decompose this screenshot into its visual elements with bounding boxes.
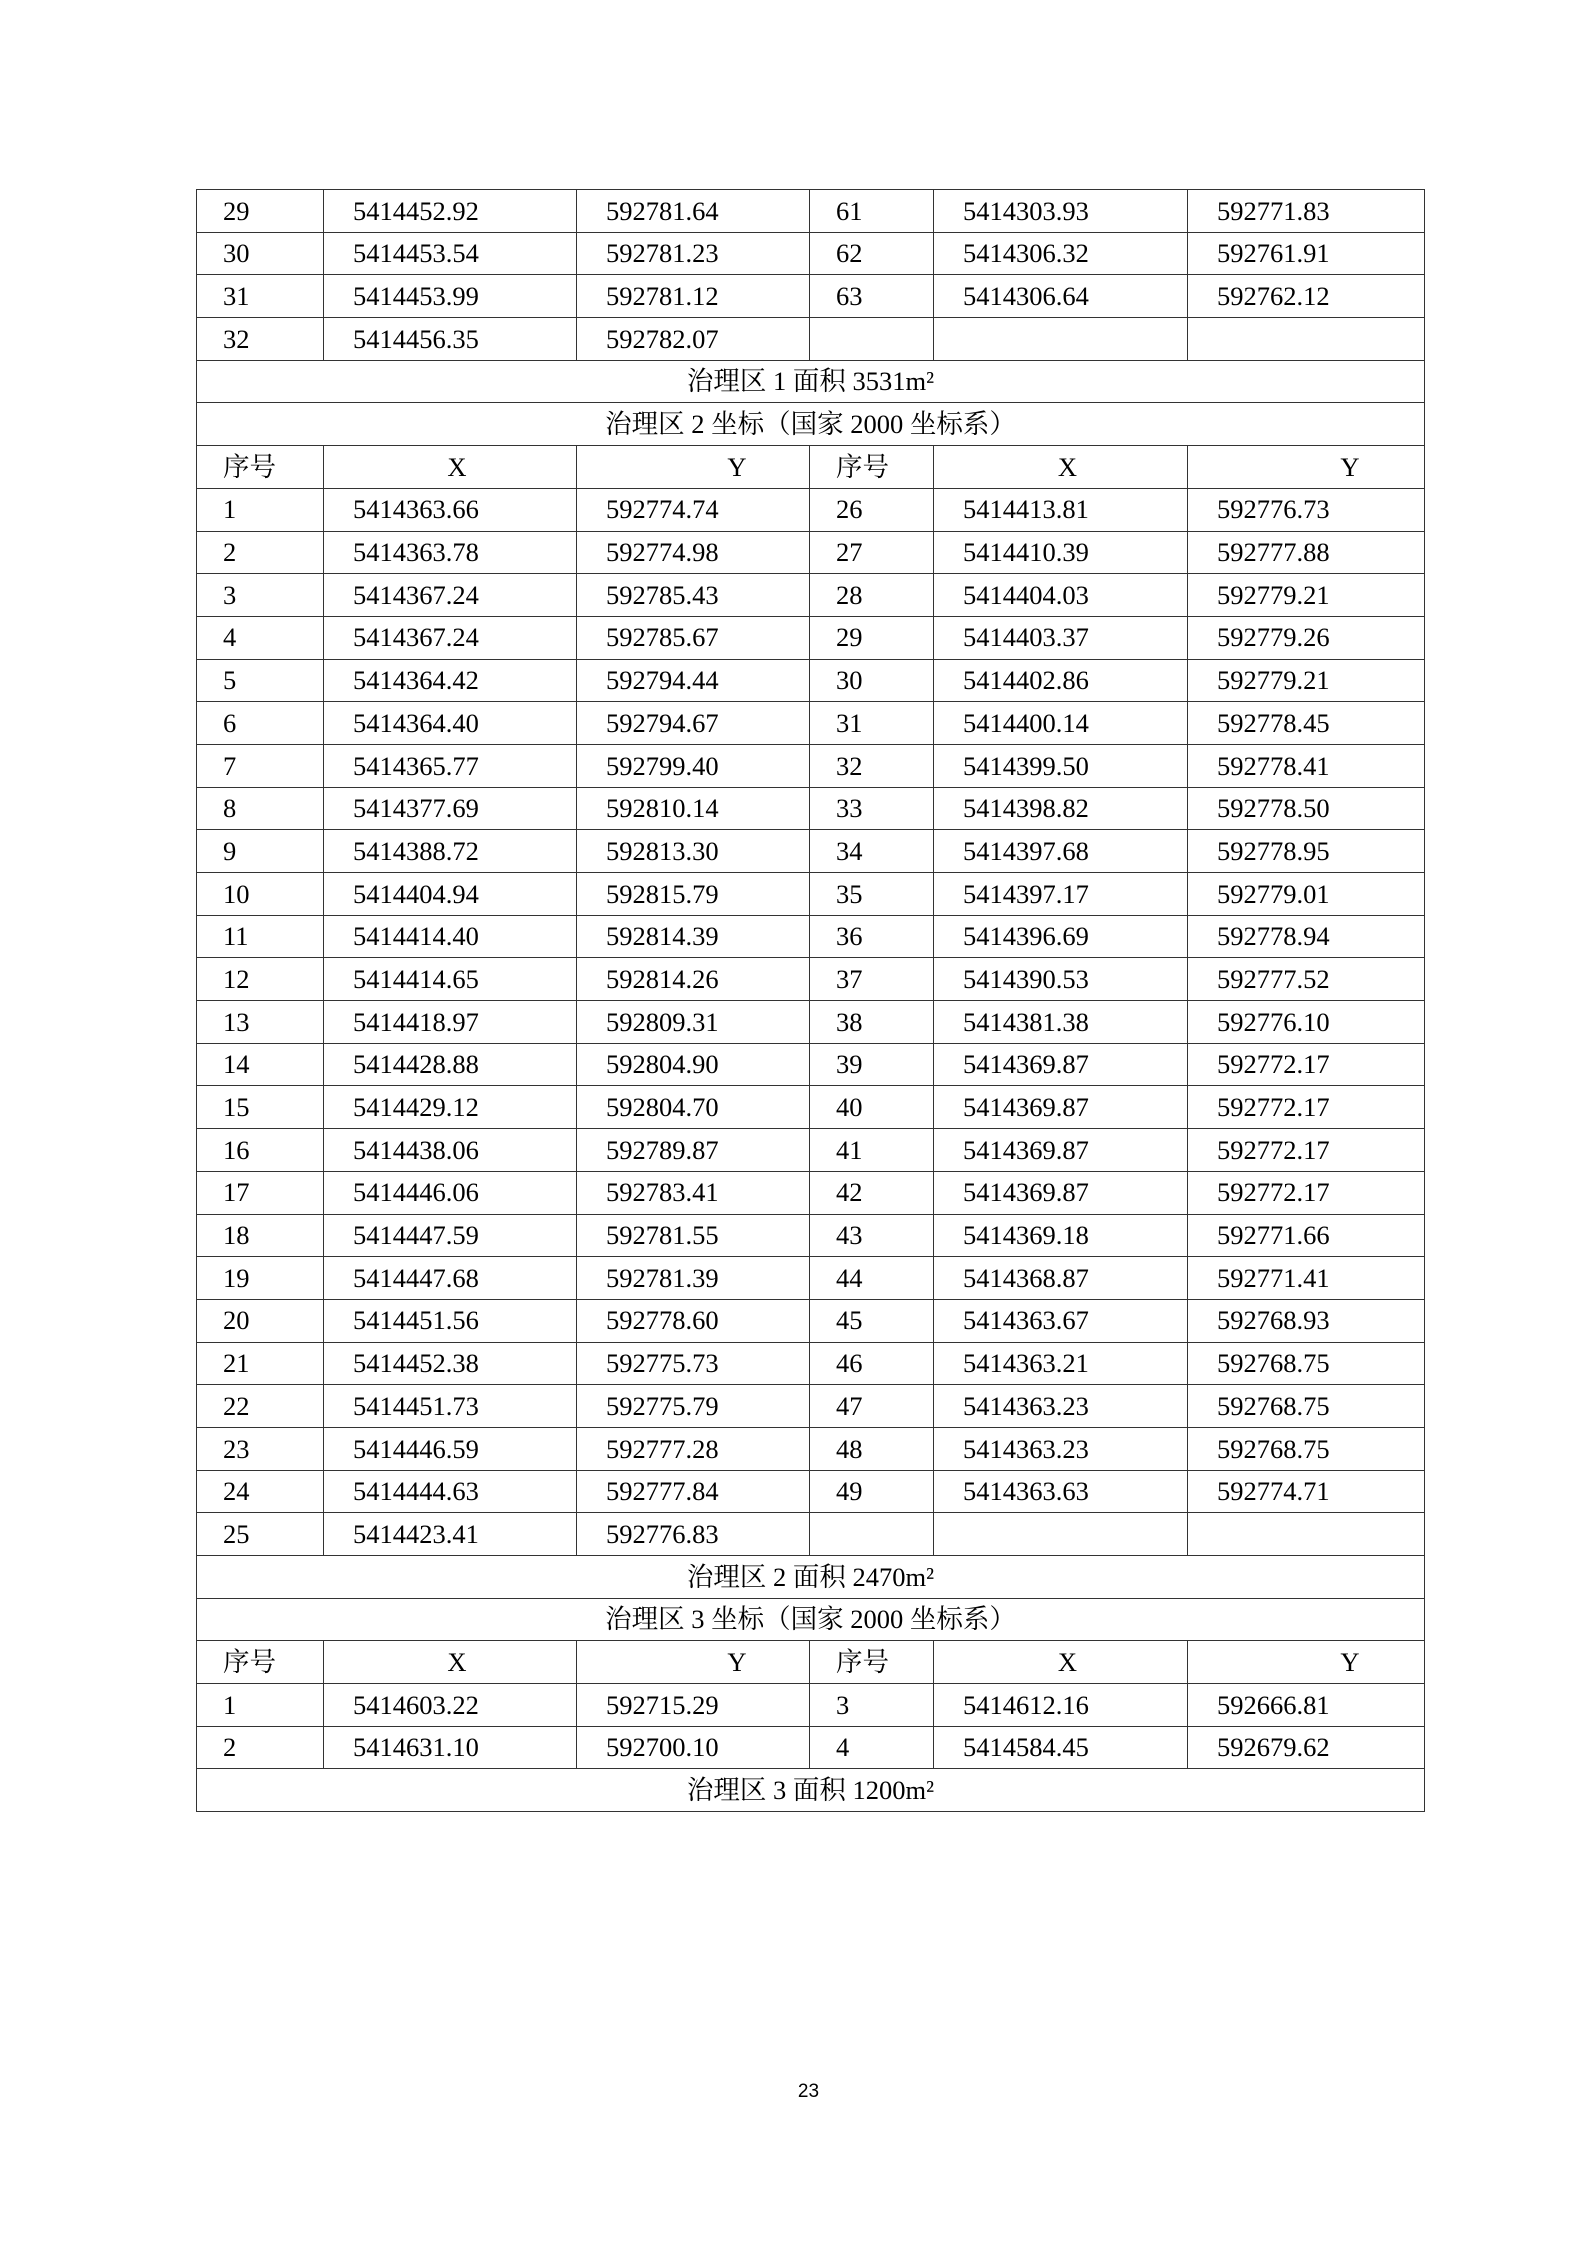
y-cell: 592700.10 — [577, 1726, 810, 1769]
seq-cell: 29 — [810, 616, 934, 659]
zone2-row — [197, 702, 1425, 745]
y-cell: 592783.41 — [577, 1171, 810, 1214]
x-cell: 5414369.87 — [934, 1129, 1188, 1172]
x-cell: 5414612.16 — [934, 1684, 1188, 1727]
zone2-row — [197, 616, 1425, 659]
x-cell: 5414365.77 — [324, 744, 577, 787]
y-cell: 592774.71 — [1188, 1470, 1425, 1513]
x-cell: 5414306.64 — [934, 275, 1188, 318]
seq-cell: 29 — [197, 190, 324, 233]
y-cell: 592781.23 — [577, 232, 810, 275]
x-header: X — [934, 446, 1188, 489]
x-cell: 5414452.38 — [324, 1342, 577, 1385]
zone2-row — [197, 488, 1425, 531]
y-cell: 592814.26 — [577, 958, 810, 1001]
seq-cell: 6 — [197, 702, 324, 745]
x-cell: 5414388.72 — [324, 830, 577, 873]
zone2-row — [197, 1427, 1425, 1470]
y-cell: 592779.26 — [1188, 616, 1425, 659]
x-header: X — [934, 1641, 1188, 1684]
seq-cell: 38 — [810, 1001, 934, 1044]
zone2-row — [197, 1043, 1425, 1086]
zone2-row — [197, 1257, 1425, 1300]
y-cell: 592768.93 — [1188, 1299, 1425, 1342]
x-cell: 5414446.06 — [324, 1171, 577, 1214]
x-cell: 5414446.59 — [324, 1427, 577, 1470]
x-cell: 5414364.40 — [324, 702, 577, 745]
y-cell: 592779.21 — [1188, 574, 1425, 617]
x-header: X — [324, 1641, 577, 1684]
zone3-title: 治理区 3 坐标（国家 2000 坐标系） — [197, 1598, 1425, 1641]
x-cell: 5414456.35 — [324, 318, 577, 361]
x-cell: 5414368.87 — [934, 1257, 1188, 1300]
seq-cell: 42 — [810, 1171, 934, 1214]
y-cell: 592782.07 — [577, 318, 810, 361]
y-cell: 592789.87 — [577, 1129, 810, 1172]
x-cell: 5414410.39 — [934, 531, 1188, 574]
y-cell: 592778.60 — [577, 1299, 810, 1342]
seq-cell: 61 — [810, 190, 934, 233]
seq-cell: 19 — [197, 1257, 324, 1300]
seq-cell: 4 — [810, 1726, 934, 1769]
seq-cell: 63 — [810, 275, 934, 318]
zone2-row — [197, 873, 1425, 916]
seq-cell: 47 — [810, 1385, 934, 1428]
y-cell: 592778.94 — [1188, 915, 1425, 958]
y-cell — [1188, 318, 1425, 361]
zone2-row — [197, 1470, 1425, 1513]
x-cell: 5414363.21 — [934, 1342, 1188, 1385]
zone2-row — [197, 1385, 1425, 1428]
seq-header: 序号 — [810, 1641, 934, 1684]
y-cell: 592771.66 — [1188, 1214, 1425, 1257]
seq-cell: 25 — [197, 1513, 324, 1556]
x-cell: 5414363.63 — [934, 1470, 1188, 1513]
seq-cell — [810, 318, 934, 361]
zone1-row — [197, 318, 1425, 361]
seq-cell: 40 — [810, 1086, 934, 1129]
x-cell: 5414363.23 — [934, 1427, 1188, 1470]
seq-cell: 22 — [197, 1385, 324, 1428]
seq-cell: 35 — [810, 873, 934, 916]
zone3-header-row — [197, 1641, 1425, 1684]
y-cell: 592776.73 — [1188, 488, 1425, 531]
zone2-row — [197, 958, 1425, 1001]
x-cell: 5414396.69 — [934, 915, 1188, 958]
x-cell: 5414369.18 — [934, 1214, 1188, 1257]
y-cell: 592781.12 — [577, 275, 810, 318]
x-cell: 5414447.59 — [324, 1214, 577, 1257]
seq-cell: 27 — [810, 531, 934, 574]
y-cell: 592771.41 — [1188, 1257, 1425, 1300]
x-cell — [934, 318, 1188, 361]
x-cell: 5414363.23 — [934, 1385, 1188, 1428]
y-cell: 592813.30 — [577, 830, 810, 873]
coordinate-table — [196, 189, 1425, 1812]
x-cell: 5414402.86 — [934, 659, 1188, 702]
zone1-row — [197, 232, 1425, 275]
zone1-row — [197, 275, 1425, 318]
y-cell: 592776.10 — [1188, 1001, 1425, 1044]
y-cell: 592778.50 — [1188, 787, 1425, 830]
y-cell: 592778.41 — [1188, 744, 1425, 787]
seq-cell: 36 — [810, 915, 934, 958]
seq-cell: 34 — [810, 830, 934, 873]
x-cell: 5414413.81 — [934, 488, 1188, 531]
x-cell: 5414429.12 — [324, 1086, 577, 1129]
y-cell: 592777.28 — [577, 1427, 810, 1470]
zone2-row — [197, 1299, 1425, 1342]
y-cell: 592768.75 — [1188, 1342, 1425, 1385]
zone2-header-row — [197, 446, 1425, 489]
seq-cell: 23 — [197, 1427, 324, 1470]
x-cell: 5414363.67 — [934, 1299, 1188, 1342]
zone3-row — [197, 1684, 1425, 1727]
zone2-row — [197, 574, 1425, 617]
seq-cell: 62 — [810, 232, 934, 275]
x-cell: 5414363.66 — [324, 488, 577, 531]
seq-cell: 14 — [197, 1043, 324, 1086]
x-cell: 5414451.73 — [324, 1385, 577, 1428]
seq-cell: 4 — [197, 616, 324, 659]
seq-cell: 48 — [810, 1427, 934, 1470]
seq-cell: 7 — [197, 744, 324, 787]
seq-cell: 10 — [197, 873, 324, 916]
x-cell: 5414397.17 — [934, 873, 1188, 916]
seq-cell: 20 — [197, 1299, 324, 1342]
zone1-row — [197, 190, 1425, 233]
x-cell: 5414452.92 — [324, 190, 577, 233]
x-cell: 5414453.99 — [324, 275, 577, 318]
seq-header: 序号 — [810, 446, 934, 489]
seq-cell: 2 — [197, 531, 324, 574]
x-cell: 5414399.50 — [934, 744, 1188, 787]
y-cell: 592777.84 — [577, 1470, 810, 1513]
y-cell: 592771.83 — [1188, 190, 1425, 233]
seq-cell: 13 — [197, 1001, 324, 1044]
x-cell — [934, 1513, 1188, 1556]
y-cell: 592768.75 — [1188, 1427, 1425, 1470]
zone3-area: 治理区 3 面积 1200m² — [197, 1769, 1425, 1812]
seq-cell: 26 — [810, 488, 934, 531]
x-header: X — [324, 446, 577, 489]
x-cell: 5414398.82 — [934, 787, 1188, 830]
x-cell: 5414418.97 — [324, 1001, 577, 1044]
seq-header: 序号 — [197, 1641, 324, 1684]
x-cell: 5414367.24 — [324, 616, 577, 659]
zone2-row — [197, 744, 1425, 787]
seq-cell: 31 — [197, 275, 324, 318]
x-cell: 5414447.68 — [324, 1257, 577, 1300]
y-cell: 592775.79 — [577, 1385, 810, 1428]
x-cell: 5414369.87 — [934, 1171, 1188, 1214]
zone2-row — [197, 1086, 1425, 1129]
zone2-row — [197, 915, 1425, 958]
seq-cell: 21 — [197, 1342, 324, 1385]
y-header: Y — [577, 446, 810, 489]
zone2-row — [197, 531, 1425, 574]
y-header: Y — [1188, 1641, 1425, 1684]
y-cell: 592814.39 — [577, 915, 810, 958]
seq-cell — [810, 1513, 934, 1556]
seq-cell: 31 — [810, 702, 934, 745]
zone2-row — [197, 1129, 1425, 1172]
y-cell: 592761.91 — [1188, 232, 1425, 275]
x-cell: 5414451.56 — [324, 1299, 577, 1342]
y-cell: 592778.95 — [1188, 830, 1425, 873]
seq-cell: 30 — [197, 232, 324, 275]
seq-cell: 24 — [197, 1470, 324, 1513]
seq-cell: 8 — [197, 787, 324, 830]
x-cell: 5414414.65 — [324, 958, 577, 1001]
x-cell: 5414390.53 — [934, 958, 1188, 1001]
zone2-row — [197, 830, 1425, 873]
y-cell: 592772.17 — [1188, 1129, 1425, 1172]
seq-cell: 37 — [810, 958, 934, 1001]
y-cell: 592762.12 — [1188, 275, 1425, 318]
x-cell: 5414397.68 — [934, 830, 1188, 873]
x-cell: 5414584.45 — [934, 1726, 1188, 1769]
zone2-area-row — [197, 1556, 1425, 1599]
seq-cell: 16 — [197, 1129, 324, 1172]
seq-cell: 49 — [810, 1470, 934, 1513]
y-cell: 592809.31 — [577, 1001, 810, 1044]
y-cell: 592785.43 — [577, 574, 810, 617]
zone2-row — [197, 1001, 1425, 1044]
page-number: 23 — [797, 2081, 820, 2102]
x-cell: 5414403.37 — [934, 616, 1188, 659]
seq-cell: 1 — [197, 488, 324, 531]
y-cell: 592781.64 — [577, 190, 810, 233]
y-header: Y — [577, 1641, 810, 1684]
seq-cell: 41 — [810, 1129, 934, 1172]
zone2-area: 治理区 2 面积 2470m² — [197, 1556, 1425, 1599]
y-cell: 592772.17 — [1188, 1086, 1425, 1129]
seq-cell: 11 — [197, 915, 324, 958]
x-cell: 5414603.22 — [324, 1684, 577, 1727]
x-cell: 5414423.41 — [324, 1513, 577, 1556]
seq-cell: 3 — [197, 574, 324, 617]
x-cell: 5414400.14 — [934, 702, 1188, 745]
y-header: Y — [1188, 446, 1425, 489]
x-cell: 5414404.03 — [934, 574, 1188, 617]
seq-cell: 43 — [810, 1214, 934, 1257]
seq-cell: 32 — [197, 318, 324, 361]
y-cell: 592781.39 — [577, 1257, 810, 1300]
seq-cell: 3 — [810, 1684, 934, 1727]
x-cell: 5414404.94 — [324, 873, 577, 916]
zone1-area-row — [197, 360, 1425, 403]
y-cell: 592794.67 — [577, 702, 810, 745]
zone2-title: 治理区 2 坐标（国家 2000 坐标系） — [197, 403, 1425, 446]
seq-cell: 18 — [197, 1214, 324, 1257]
y-cell: 592775.73 — [577, 1342, 810, 1385]
y-cell: 592774.74 — [577, 488, 810, 531]
zone2-title-row — [197, 403, 1425, 446]
x-cell: 5414363.78 — [324, 531, 577, 574]
seq-cell: 46 — [810, 1342, 934, 1385]
seq-cell: 5 — [197, 659, 324, 702]
y-cell: 592679.62 — [1188, 1726, 1425, 1769]
x-cell: 5414381.38 — [934, 1001, 1188, 1044]
y-cell: 592778.45 — [1188, 702, 1425, 745]
y-cell: 592804.90 — [577, 1043, 810, 1086]
y-cell: 592777.88 — [1188, 531, 1425, 574]
zone2-row — [197, 787, 1425, 830]
seq-cell: 30 — [810, 659, 934, 702]
x-cell: 5414377.69 — [324, 787, 577, 830]
y-cell: 592779.21 — [1188, 659, 1425, 702]
x-cell: 5414428.88 — [324, 1043, 577, 1086]
coordinate-table-body — [197, 190, 1425, 1812]
x-cell: 5414303.93 — [934, 190, 1188, 233]
y-cell: 592715.29 — [577, 1684, 810, 1727]
zone3-title-row — [197, 1598, 1425, 1641]
y-cell: 592777.52 — [1188, 958, 1425, 1001]
seq-cell: 28 — [810, 574, 934, 617]
y-cell: 592768.75 — [1188, 1385, 1425, 1428]
x-cell: 5414631.10 — [324, 1726, 577, 1769]
y-cell — [1188, 1513, 1425, 1556]
y-cell: 592810.14 — [577, 787, 810, 830]
y-cell: 592772.17 — [1188, 1043, 1425, 1086]
x-cell: 5414369.87 — [934, 1043, 1188, 1086]
zone3-area-row — [197, 1769, 1425, 1812]
y-cell: 592666.81 — [1188, 1684, 1425, 1727]
zone3-row — [197, 1726, 1425, 1769]
zone2-row — [197, 1171, 1425, 1214]
seq-cell: 17 — [197, 1171, 324, 1214]
y-cell: 592776.83 — [577, 1513, 810, 1556]
x-cell: 5414444.63 — [324, 1470, 577, 1513]
seq-cell: 15 — [197, 1086, 324, 1129]
seq-cell: 39 — [810, 1043, 934, 1086]
y-cell: 592804.70 — [577, 1086, 810, 1129]
x-cell: 5414364.42 — [324, 659, 577, 702]
x-cell: 5414414.40 — [324, 915, 577, 958]
x-cell: 5414367.24 — [324, 574, 577, 617]
y-cell: 592779.01 — [1188, 873, 1425, 916]
seq-cell: 45 — [810, 1299, 934, 1342]
seq-cell: 2 — [197, 1726, 324, 1769]
seq-cell: 44 — [810, 1257, 934, 1300]
zone2-row — [197, 1342, 1425, 1385]
x-cell: 5414453.54 — [324, 232, 577, 275]
zone2-row — [197, 1214, 1425, 1257]
seq-cell: 12 — [197, 958, 324, 1001]
zone2-row — [197, 659, 1425, 702]
seq-header: 序号 — [197, 446, 324, 489]
x-cell: 5414438.06 — [324, 1129, 577, 1172]
zone1-area: 治理区 1 面积 3531m² — [197, 360, 1425, 403]
seq-cell: 1 — [197, 1684, 324, 1727]
y-cell: 592785.67 — [577, 616, 810, 659]
seq-cell: 9 — [197, 830, 324, 873]
x-cell: 5414369.87 — [934, 1086, 1188, 1129]
y-cell: 592781.55 — [577, 1214, 810, 1257]
y-cell: 592772.17 — [1188, 1171, 1425, 1214]
y-cell: 592799.40 — [577, 744, 810, 787]
seq-cell: 33 — [810, 787, 934, 830]
zone2-row — [197, 1513, 1425, 1556]
y-cell: 592774.98 — [577, 531, 810, 574]
y-cell: 592815.79 — [577, 873, 810, 916]
y-cell: 592794.44 — [577, 659, 810, 702]
seq-cell: 32 — [810, 744, 934, 787]
x-cell: 5414306.32 — [934, 232, 1188, 275]
